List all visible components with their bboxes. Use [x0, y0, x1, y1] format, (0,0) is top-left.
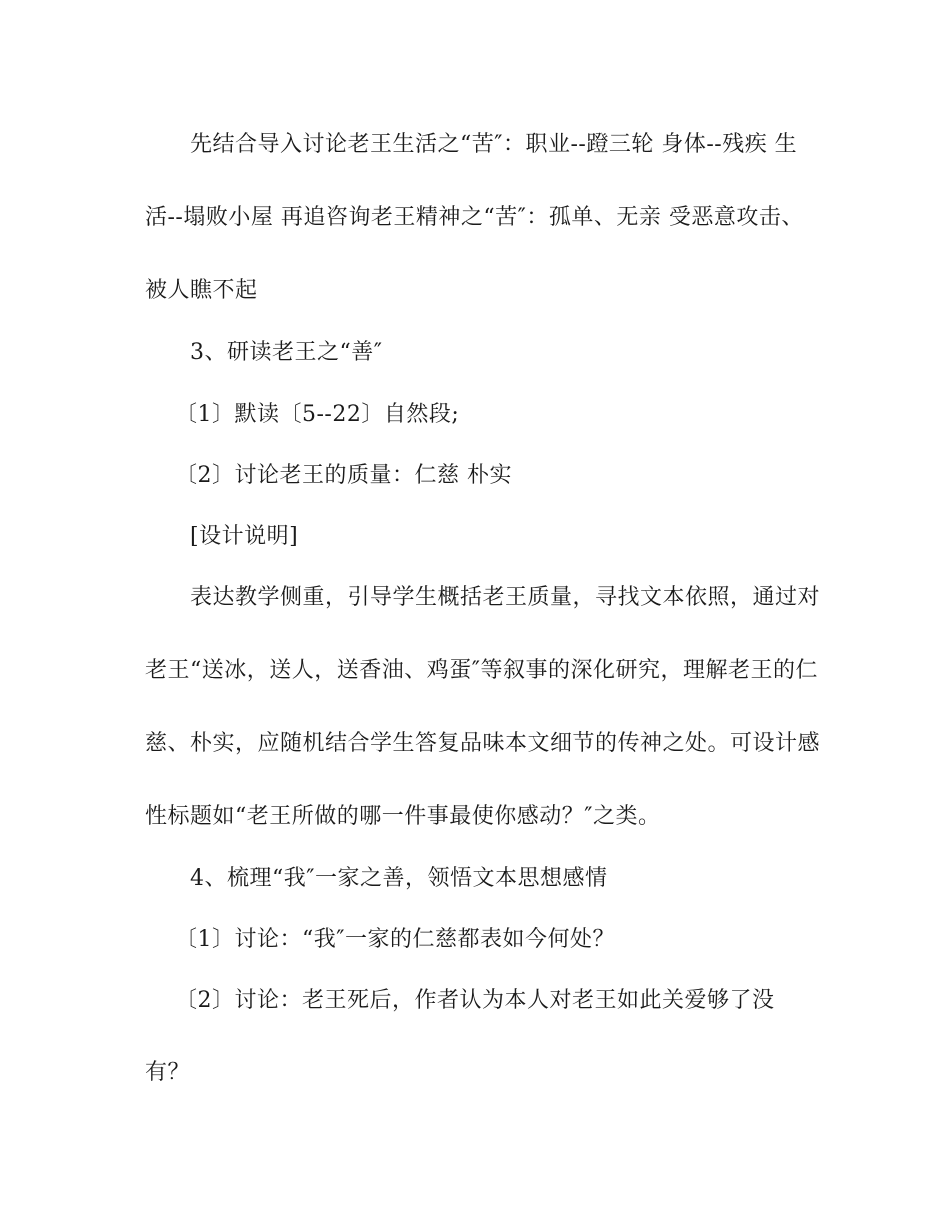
paragraph-line-4: 表达教学侧重，引导学生概括老王质量，寻找文本依照，通过对: [190, 585, 821, 610]
list-item-2: 〔2〕讨论老王的质量：仁慈 朴实: [175, 463, 512, 488]
list-item-4: 〔2〕讨论：老王死后，作者认为本人对老王如此关爱够了没: [175, 988, 775, 1013]
paragraph-line-5: 老王“送冰，送人，送香油、鸡蛋″等叙事的深化研究，理解老王的仁: [145, 658, 818, 683]
section-heading-4: 4、梳理“我″一家之善，领悟文本思想感情: [190, 866, 608, 891]
section-heading-3: 3、研读老王之“善″: [190, 340, 383, 365]
paragraph-line-2: 活--塌败小屋 再追咨询老王精神之“苦″：孤单、无亲 受恶意攻击、: [145, 205, 804, 230]
paragraph-line-7: 性标题如“老王所做的哪一件事最使你感动？″之类。: [145, 804, 661, 829]
design-note-heading: [设计说明]: [190, 524, 299, 549]
list-item-1: 〔1〕默读〔5--22〕自然段;: [175, 402, 460, 427]
paragraph-line-6: 慈、朴实，应随机结合学生答复品味本文细节的传神之处。可设计感: [145, 731, 821, 756]
paragraph-line-8: 有？: [145, 1060, 191, 1085]
list-item-3: 〔1〕讨论：“我″一家的仁慈都表如今何处？: [175, 927, 615, 952]
paragraph-line-3: 被人瞧不起: [145, 278, 258, 303]
paragraph-line-1: 先结合导入讨论老王生活之“苦″：职业--蹬三轮 身体--残疾 生: [190, 132, 798, 157]
